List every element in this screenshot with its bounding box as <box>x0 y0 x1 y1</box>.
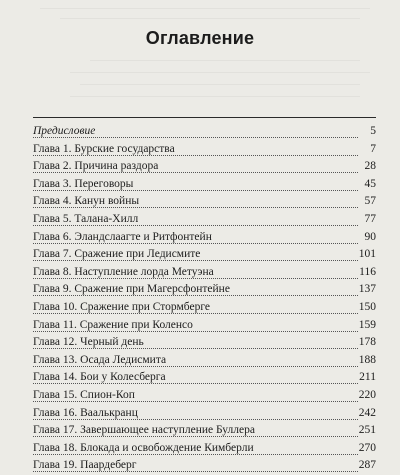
toc-entry-page-number: 159 <box>356 319 376 331</box>
toc-entry <box>33 229 376 247</box>
toc-entry-page <box>367 123 376 141</box>
toc-entry-page-number: 90 <box>362 231 377 243</box>
toc-entry-page-number: 101 <box>356 248 376 260</box>
toc-entry-label <box>33 299 213 317</box>
toc-entry-label <box>33 405 141 423</box>
toc-entry-page-number: 150 <box>356 301 376 313</box>
toc-entry-label-text: Глава 3. Переговоры <box>33 178 136 190</box>
toc-entry-page <box>362 158 377 176</box>
toc-entry <box>33 299 376 317</box>
toc-entry <box>33 141 376 159</box>
toc-entry-label-text: Глава 19. Паардеберг <box>33 459 139 471</box>
toc-entry <box>33 176 376 194</box>
toc-entry-label-text: Глава 11. Сражение при Коленсо <box>33 319 196 331</box>
toc-entry-page <box>362 193 377 211</box>
toc-top-rule <box>33 117 376 118</box>
toc-entry-page <box>356 440 376 458</box>
toc-entry-label-text: Глава 5. Талана-Хилл <box>33 213 141 225</box>
toc-entry-label <box>33 229 215 247</box>
toc-entry <box>33 352 376 370</box>
toc-entry-label-text: Глава 13. Осада Ледисмита <box>33 354 169 366</box>
toc-entry-page-number: 251 <box>356 424 376 436</box>
toc-entry-label <box>33 281 233 299</box>
toc-entry-page <box>362 211 377 229</box>
toc-entry-label-text: Глава 18. Блокада и освобождение Кимберли <box>33 442 257 454</box>
show-through-texture <box>0 0 400 110</box>
toc-entry <box>33 369 376 387</box>
toc-entry-label <box>33 246 203 264</box>
toc-entry-page-number: 188 <box>356 354 376 366</box>
toc-entry-label-text: Предисловие <box>33 125 98 137</box>
toc-entry <box>33 193 376 211</box>
toc-entry-page <box>356 317 376 335</box>
toc-entry-label <box>33 176 136 194</box>
toc-entry-label <box>33 141 178 159</box>
toc-entry <box>33 123 376 141</box>
toc-entry-label <box>33 387 138 405</box>
toc-entry-label <box>33 422 258 440</box>
toc-entry-page <box>356 352 376 370</box>
toc-entry-label <box>33 158 161 176</box>
toc-entry-page-number: 270 <box>356 442 376 454</box>
toc-entry-label-text: Глава 9. Сражение при Магерсфонтейне <box>33 283 233 295</box>
toc-entry-page-number: 137 <box>356 283 376 295</box>
toc-entry-page-number: 57 <box>362 195 377 207</box>
toc-entry-label <box>33 123 98 141</box>
toc-entry-page <box>356 334 376 352</box>
toc-entry-page <box>356 387 376 405</box>
toc-entry-label <box>33 369 169 387</box>
toc-entry-page <box>356 299 376 317</box>
toc-entry-page-number: 77 <box>362 213 377 225</box>
toc-entry <box>33 405 376 423</box>
toc-entry-label <box>33 334 147 352</box>
toc-entry-label-text: Глава 1. Бурские государства <box>33 143 178 155</box>
toc-entry-page-number: 28 <box>362 160 377 172</box>
toc-entry-label-text: Глава 14. Бои у Колесберга <box>33 371 169 383</box>
toc-entry <box>33 440 376 458</box>
toc-entry-page <box>356 264 376 282</box>
toc-entry-label-text: Глава 16. Ваалькранц <box>33 407 141 419</box>
toc-list <box>33 123 376 475</box>
toc-entry-label-text: Глава 10. Сражение при Стормберге <box>33 301 213 313</box>
toc-entry <box>33 264 376 282</box>
toc-entry <box>33 281 376 299</box>
toc-entry-label-text: Глава 12. Черный день <box>33 336 147 348</box>
toc-entry <box>33 158 376 176</box>
toc-entry-label <box>33 440 257 458</box>
toc-entry <box>33 387 376 405</box>
toc-entry-page <box>356 246 376 264</box>
toc-entry-page <box>356 457 376 475</box>
toc-entry-label-text: Глава 15. Спион-Коп <box>33 389 138 401</box>
toc-entry <box>33 317 376 335</box>
toc-entry-label-text: Глава 17. Завершающее наступление Буллера <box>33 424 258 436</box>
toc-entry-page-number: 287 <box>356 459 376 471</box>
toc-entry <box>33 211 376 229</box>
toc-entry-label-text: Глава 8. Наступление лорда Метуэна <box>33 266 217 278</box>
toc-entry-page-number: 45 <box>362 178 377 190</box>
toc-entry <box>33 457 376 475</box>
toc-entry-label-text: Глава 6. Эландслаагте и Ритфонтейн <box>33 231 215 243</box>
toc-entry-page <box>356 422 376 440</box>
toc-entry-label <box>33 317 196 335</box>
page-title: Оглавление <box>145 28 255 48</box>
toc-entry-label <box>33 264 217 282</box>
toc-entry-label-text: Глава 7. Сражение при Ледисмите <box>33 248 203 260</box>
toc-entry-page-number: 178 <box>356 336 376 348</box>
toc-entry-page <box>356 281 376 299</box>
toc-entry <box>33 422 376 440</box>
toc-entry <box>33 334 376 352</box>
toc-entry-page-number: 5 <box>367 125 376 137</box>
table-of-contents <box>33 117 376 475</box>
toc-entry-page <box>362 229 377 247</box>
toc-entry-label <box>33 457 139 475</box>
toc-entry-page <box>356 405 376 423</box>
toc-entry-page <box>356 369 376 387</box>
toc-entry-page <box>367 141 376 159</box>
toc-entry-label <box>33 193 142 211</box>
toc-entry-label <box>33 352 169 370</box>
toc-entry-page-number: 242 <box>356 407 376 419</box>
toc-entry <box>33 246 376 264</box>
toc-entry-label <box>33 211 141 229</box>
toc-entry-page <box>362 176 377 194</box>
toc-entry-label-text: Глава 2. Причина раздора <box>33 160 161 172</box>
toc-entry-page-number: 7 <box>367 143 376 155</box>
toc-entry-label-text: Глава 4. Канун войны <box>33 195 142 207</box>
toc-entry-page-number: 220 <box>356 389 376 401</box>
toc-entry-page-number: 116 <box>356 266 376 278</box>
toc-entry-page-number: 211 <box>356 371 376 383</box>
